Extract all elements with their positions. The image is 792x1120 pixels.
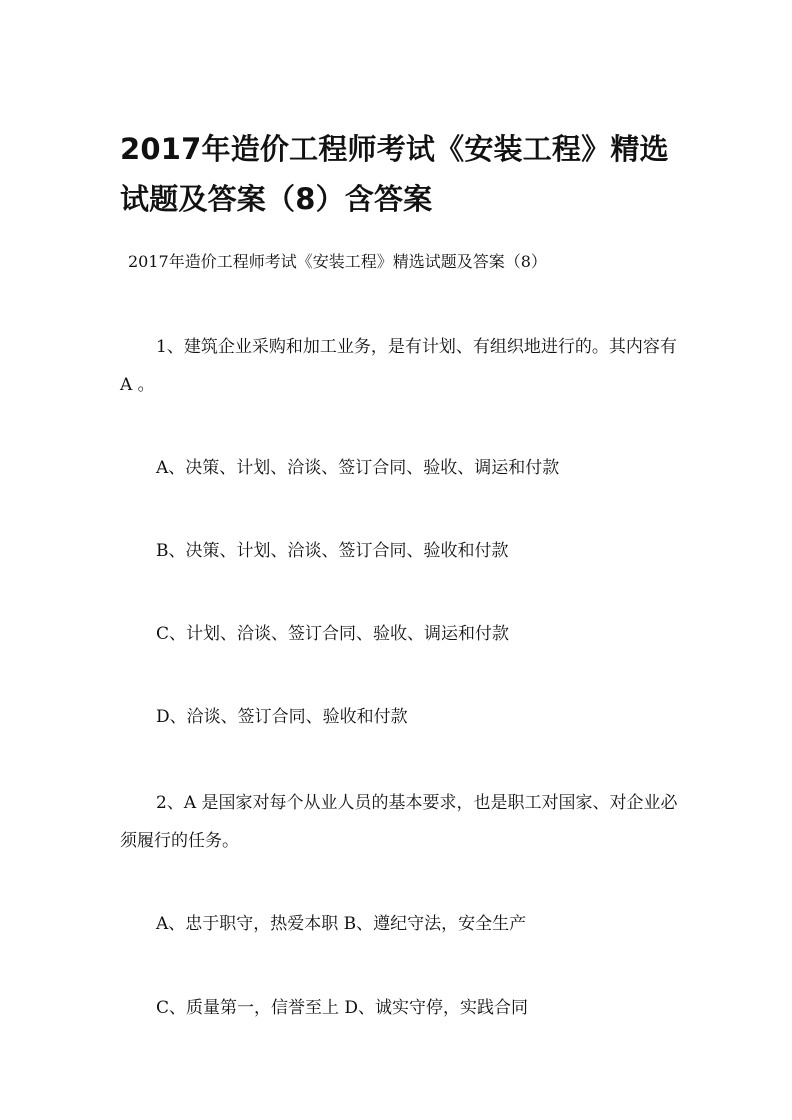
document-title: 2017年造价工程师考试《安装工程》精选试题及答案（8）含答案 xyxy=(120,132,669,216)
question-1-stem: 1、建筑企业采购和加工业务，是有计划、有组织地进行的。其内容有 A 。 xyxy=(120,337,677,395)
question-1-option-a: A、决策、计划、洽谈、签订合同、验收、调运和付款 xyxy=(156,458,560,478)
question-1-option-d: D、洽谈、签订合同、验收和付款 xyxy=(156,707,408,727)
question-2-stem: 2、A 是国家对每个从业人员的基本要求，也是职工对国家、对企业必须履行的任务。 xyxy=(120,793,678,851)
question-2-options-ab: A、忠于职守，热爱本职 B、遵纪守法，安全生产 xyxy=(156,914,527,934)
question-2-options-cd: C、质量第一，信誉至上 D、诚实守停，实践合同 xyxy=(156,998,529,1018)
document-subtitle: 2017年造价工程师考试《安装工程》精选试题及答案（8） xyxy=(128,252,547,271)
question-1-option-c: C、计划、洽谈、签订合同、验收、调运和付款 xyxy=(156,624,510,644)
question-1-option-b: B、决策、计划、洽谈、签订合同、验收和付款 xyxy=(156,541,509,561)
